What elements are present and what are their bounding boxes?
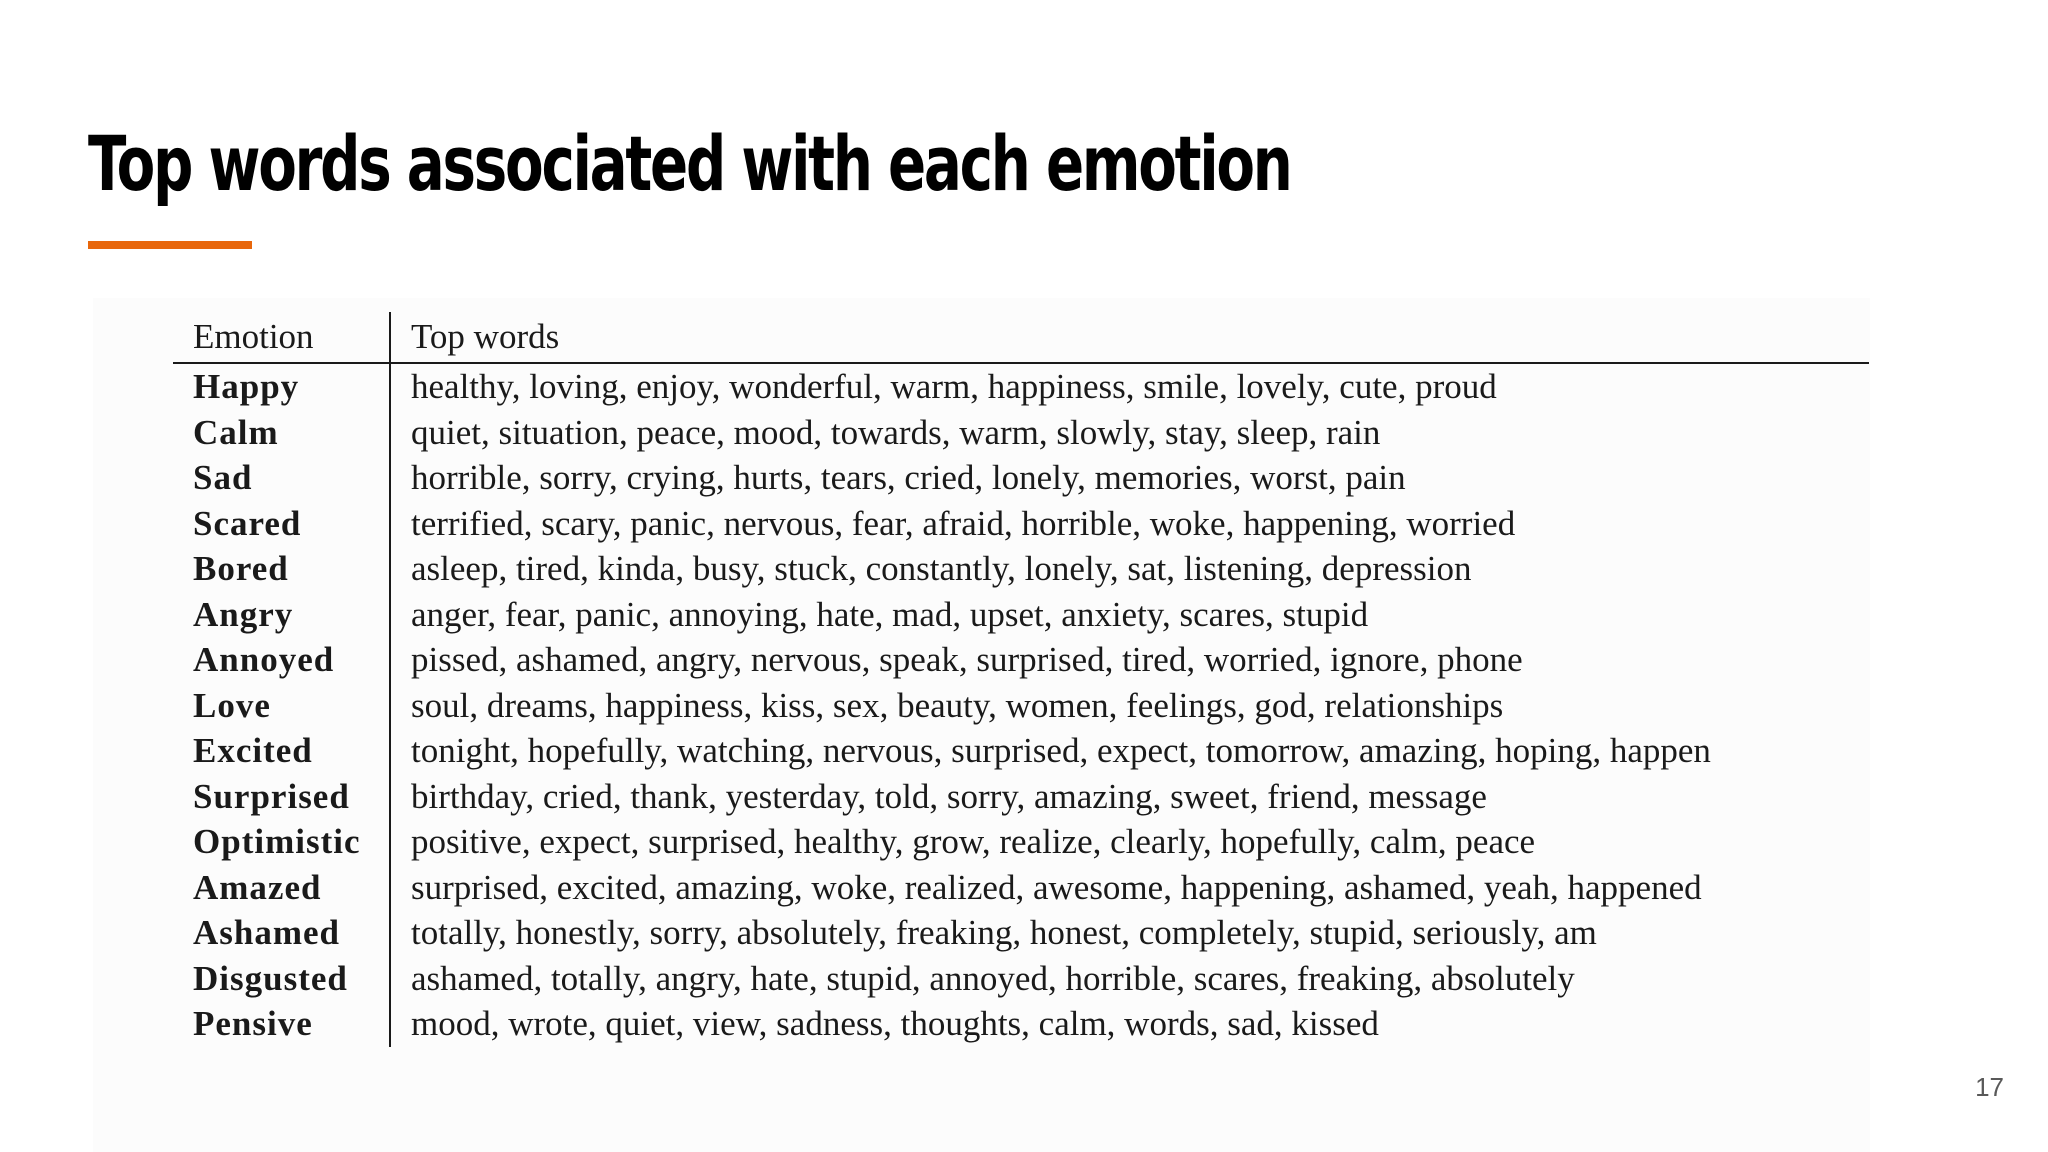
table-header-row [173, 312, 1869, 363]
top-words-cell: anger, fear, panic, annoying, hate, mad, upset, anxiety, scares, stupid [411, 594, 1369, 634]
emotion-cell: Optimistic [173, 819, 390, 865]
emotion-cell: Love [173, 683, 390, 729]
emotion-cell: Disgusted [173, 956, 390, 1002]
table-row [173, 683, 1869, 729]
emotion-cell: Amazed [173, 865, 390, 911]
table-row [173, 363, 1869, 410]
emotion-cell: Surprised [173, 774, 390, 820]
table-row [173, 637, 1869, 683]
emotion-cell: Angry [173, 592, 390, 638]
table-row [173, 819, 1869, 865]
top-words-cell: soul, dreams, happiness, kiss, sex, beauty, women, feelings, god, relationships [411, 685, 1504, 725]
table-row [173, 774, 1869, 820]
table-row [173, 1001, 1869, 1047]
emotion-cell: Happy [173, 363, 390, 410]
emotion-cell: Sad [173, 455, 390, 501]
slide-title: Top words associated with each emotion [88, 119, 1291, 208]
header-top-words: Top words [390, 312, 1869, 363]
emotion-table-figure [93, 298, 1870, 1152]
emotion-cell: Pensive [173, 1001, 390, 1047]
emotion-cell: Scared [173, 501, 390, 547]
emotion-cell: Excited [173, 728, 390, 774]
top-words-cell: asleep, tired, kinda, busy, stuck, constantly, lonely, sat, listening, depression [411, 549, 1472, 588]
top-words-cell: terrified, scary, panic, nervous, fear, afraid, horrible, woke, happening, worried [411, 503, 1516, 543]
top-words-cell: quiet, situation, peace, mood, towards, warm, slowly, stay, sleep, rain [411, 412, 1381, 452]
table-row [173, 728, 1869, 774]
emotion-cell: Ashamed [173, 910, 390, 956]
top-words-cell: positive, expect, surprised, healthy, grow, realize, clearly, hopefully, calm, peace [411, 822, 1536, 861]
top-words-cell: healthy, loving, enjoy, wonderful, warm, happiness, smile, lovely, cute, proud [411, 367, 1497, 406]
title-accent-line [88, 241, 252, 249]
page-number: 17 [1975, 1072, 2004, 1102]
top-words-cell: totally, honestly, sorry, absolutely, freaking, honest, completely, stupid, seriously, am [411, 913, 1597, 952]
top-words-cell: horrible, sorry, crying, hurts, tears, cried, lonely, memories, worst, pain [411, 458, 1406, 497]
top-words-cell: birthday, cried, thank, yesterday, told, sorry, amazing, sweet, friend, message [411, 776, 1487, 816]
top-words-cell: pissed, ashamed, angry, nervous, speak, surprised, tired, worried, ignore, phone [411, 640, 1523, 679]
header-emotion: Emotion [173, 312, 390, 363]
table-row [173, 592, 1869, 638]
emotion-cell: Annoyed [173, 637, 390, 683]
table-row [173, 410, 1869, 456]
emotion-cell: Bored [173, 546, 390, 592]
emotion-cell: Calm [173, 410, 390, 456]
table-row [173, 455, 1869, 501]
top-words-cell: surprised, excited, amazing, woke, realized, awesome, happening, ashamed, yeah, happened [411, 867, 1702, 907]
top-words-cell: tonight, hopefully, watching, nervous, surprised, expect, tomorrow, amazing, hoping, happen [411, 731, 1711, 770]
table-row [173, 865, 1869, 911]
table-row [173, 910, 1869, 956]
table-row [173, 546, 1869, 592]
table-row [173, 501, 1869, 547]
top-words-cell: ashamed, totally, angry, hate, stupid, annoyed, horrible, scares, freaking, absolutely [411, 958, 1575, 998]
table-row [173, 956, 1869, 1002]
emotion-words-table [173, 312, 1869, 1047]
top-words-cell: mood, wrote, quiet, view, sadness, thoughts, calm, words, sad, kissed [411, 1004, 1379, 1043]
